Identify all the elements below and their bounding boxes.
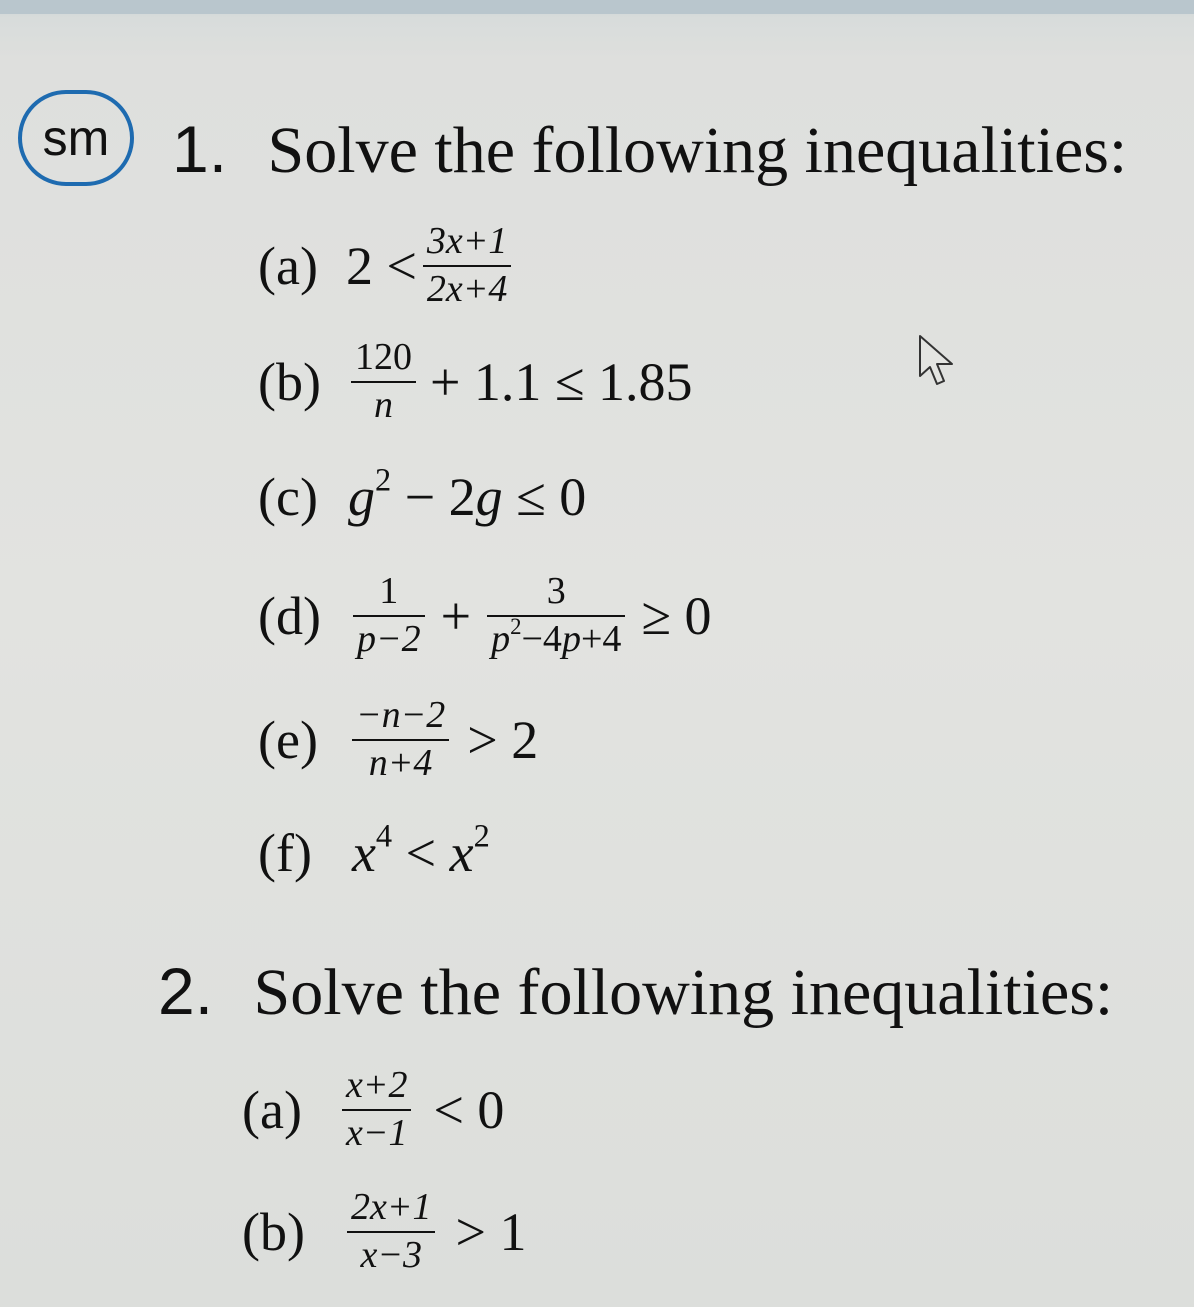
expression: $g^2 - 2g \le 0$: [347, 462, 587, 527]
question-1-title: Solve the following inequalities:: [267, 114, 1128, 187]
fraction-bar: [423, 265, 512, 267]
problem-label: (c): [258, 467, 318, 527]
mouse-pointer-icon: [916, 332, 962, 392]
question-1-heading: [172, 112, 1128, 187]
problem-label: (a): [258, 235, 318, 296]
question-1-number: 1.: [172, 112, 228, 186]
expression-suffix: < 0: [433, 1079, 505, 1140]
problem-2b: [242, 1188, 526, 1276]
problem-1f: [258, 818, 490, 883]
numerator: −n−2: [355, 694, 446, 736]
expression-suffix: ≥ 0: [641, 585, 712, 646]
problem-1b: [258, 338, 693, 426]
fraction-bar: [487, 615, 625, 617]
question-2-title: Solve the following inequalities:: [253, 956, 1114, 1029]
fraction: [347, 1188, 436, 1276]
numerator: 3x+1: [426, 220, 508, 262]
background-band: [0, 0, 1194, 14]
numerator: 2x+1: [350, 1186, 432, 1228]
expression-suffix: > 1: [455, 1201, 527, 1262]
problem-1a: [258, 222, 517, 310]
problem-label: (e): [258, 709, 318, 770]
question-2-number: 2.: [158, 954, 214, 1028]
fraction: [352, 696, 449, 784]
expression: $x^4 < x^2$: [351, 818, 490, 883]
numerator: x+2: [345, 1064, 408, 1106]
fraction: [487, 572, 625, 660]
question-2-heading: [158, 954, 1114, 1029]
problem-label: (b): [258, 351, 321, 412]
fraction-bar: [347, 1231, 436, 1233]
denominator: 2x+4: [426, 267, 508, 310]
denominator: n+4: [368, 741, 433, 784]
denominator: x−1: [345, 1111, 408, 1154]
denominator: $p^2-4p+4$: [491, 613, 622, 660]
expression-suffix: > 2: [467, 709, 539, 770]
fraction-bar: [353, 615, 425, 617]
problem-2a: [242, 1066, 504, 1154]
fraction: [351, 338, 416, 426]
numerator: 1: [379, 570, 399, 612]
problem-1e: [258, 696, 538, 784]
fraction: [353, 572, 425, 660]
numerator: 3: [546, 570, 566, 612]
plus-sign: +: [440, 585, 472, 646]
fraction: [423, 222, 512, 310]
problem-1d: [258, 572, 712, 660]
problem-label: (f): [258, 823, 312, 883]
fraction-bar: [351, 381, 416, 383]
fraction-bar: [342, 1109, 412, 1111]
problem-label: (d): [258, 585, 321, 646]
denominator: x−3: [360, 1233, 422, 1276]
problem-label: (b): [242, 1201, 305, 1262]
problem-1c: [258, 462, 587, 527]
numerator: 120: [354, 336, 412, 378]
expression-suffix: + 1.1 ≤ 1.85: [429, 351, 693, 412]
denominator: p−2: [356, 617, 421, 660]
problem-label: (a): [242, 1079, 302, 1140]
fraction: [342, 1066, 412, 1154]
denominator: n: [373, 383, 393, 426]
expression-prefix: 2 <: [345, 235, 417, 296]
sm-badge: sm: [18, 90, 134, 186]
fraction-bar: [352, 739, 449, 741]
